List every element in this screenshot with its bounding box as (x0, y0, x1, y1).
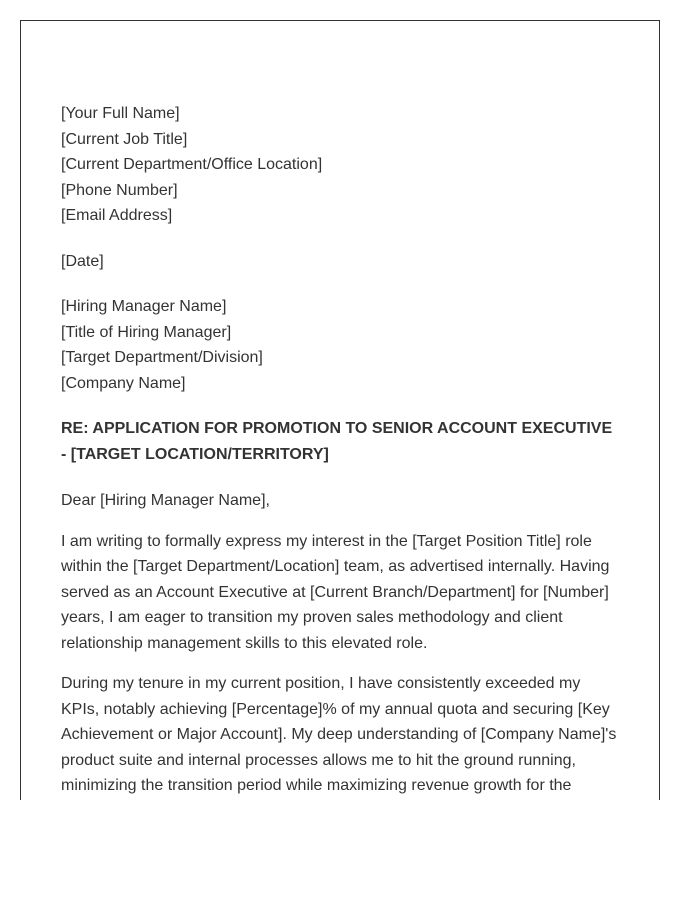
paragraph-line: During my tenure in my current position, I have consistently exceeded my (61, 675, 581, 692)
sender-department-location: [Current Department/Office Location] (61, 156, 323, 173)
subject-line-1: RE: APPLICATION FOR PROMOTION TO SENIOR ACCOUNT EXECUTIVE (61, 420, 613, 437)
recipient-company: [Company Name] (61, 374, 186, 392)
paragraph-line: Achievement or Major Account]. My deep understanding of [Company Name]'s (61, 726, 617, 743)
paragraph-line: product suite and internal processes allows me to hit the ground running, (61, 751, 576, 769)
letter-page (20, 20, 660, 800)
subject-line (61, 416, 626, 468)
paragraph-line: minimizing the transition period while maximizing revenue growth for the (61, 777, 572, 794)
recipient-title: [Title of Hiring Manager] (61, 323, 232, 341)
date-block (61, 249, 626, 275)
subject-line-2: - [TARGET LOCATION/TERRITORY] (61, 446, 329, 463)
sender-phone-number: [Phone Number] (61, 181, 178, 199)
sender-job-title: [Current Job Title] (61, 130, 188, 148)
recipient-name: [Hiring Manager Name] (61, 298, 227, 315)
paragraph-line: relationship management skills to this elevated role. (61, 634, 428, 652)
sender-email-address: [Email Address] (61, 207, 173, 224)
body-paragraph-2 (61, 671, 626, 799)
letter-body (61, 101, 626, 799)
sender-full-name: [Your Full Name] (61, 105, 180, 122)
paragraph-line: served as an Account Executive at [Current Branch/Department] for [Number] (61, 583, 609, 601)
paragraph-line: I am writing to formally express my interest in the [Target Position Title] role (61, 532, 592, 550)
recipient-address-block (61, 294, 626, 396)
paragraph-line: years, I am eager to transition my proven sales methodology and client (61, 609, 563, 626)
paragraph-line: KPIs, notably achieving [Percentage]% of my annual quota and securing [Key (61, 700, 610, 718)
letter-date: [Date] (61, 252, 104, 270)
body-paragraph-1 (61, 529, 626, 657)
paragraph-line: within the [Target Department/Location] team, as advertised internally. Having (61, 558, 610, 575)
salutation-text: Dear [Hiring Manager Name], (61, 492, 270, 509)
salutation (61, 488, 626, 514)
sender-address-block (61, 101, 626, 229)
recipient-department: [Target Department/Division] (61, 349, 263, 366)
